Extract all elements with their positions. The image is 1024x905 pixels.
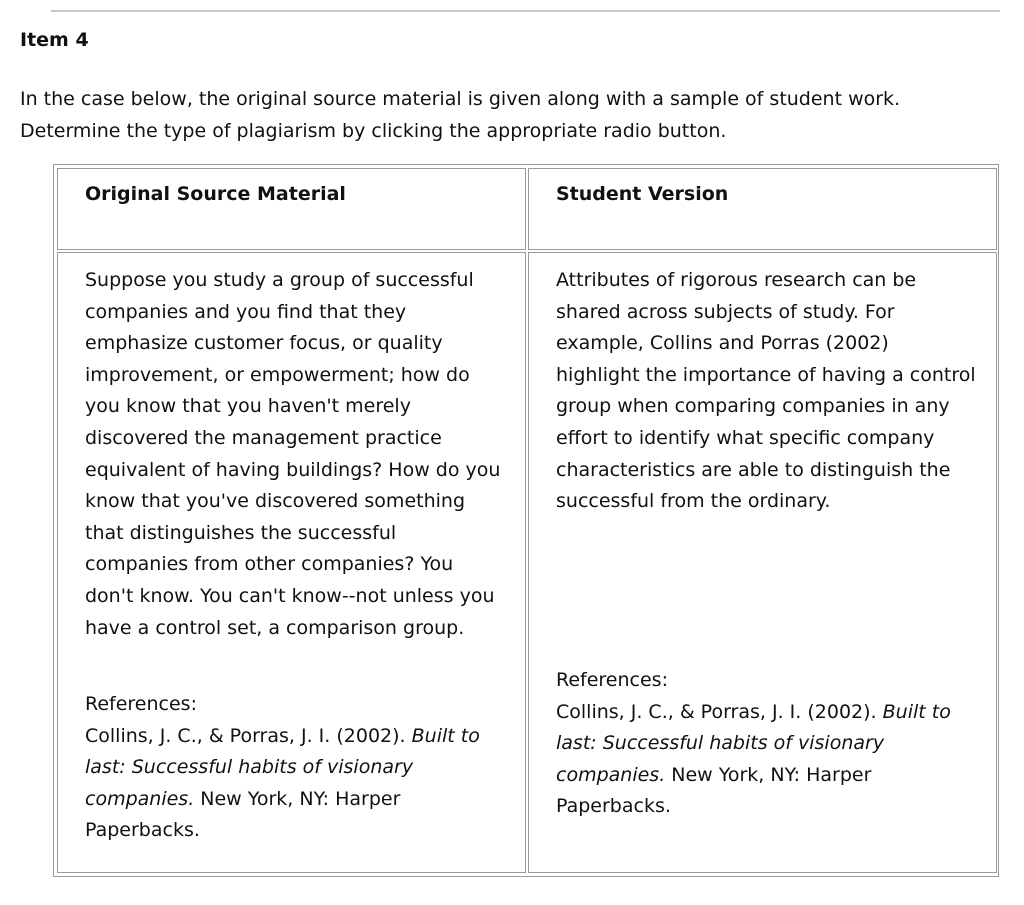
original-source-header: Original Source Material [85,183,346,205]
reference-book-title: Built to last: Successful habits of visionary companies. [556,700,951,786]
reference-publisher: New York, NY: Harper Paperbacks. [556,763,872,818]
student-version-header: Student Version [556,183,729,205]
student-version-text: Attributes of rigorous research can be shared across subjects of study. For example, Collins and Porras (2002) highlight the importance of having a control group when comparing companies in any effort to identify what specific company characteristics are able to distinguish the successful from the ordinary. [556,269,976,513]
reference-book-title: Built to last: Successful habits of visionary companies. [85,724,480,810]
references-label: References: [556,669,668,691]
reference-citation [85,721,505,847]
original-header-cell [57,168,526,250]
reference-citation [556,697,976,823]
comparison-table [53,164,999,877]
original-source-text: Suppose you study a group of successful companies and you find that they emphasize customer focus, or quality improvement, or empowerment; how do you know that you haven't merely discovered the management practice equivalent of having buildings? How do you know that you've discovered something that distinguishes the successful companies from other companies? You don't know. You can't know--not unless you have a control set, a comparison group. [85,269,501,639]
student-header-cell [528,168,997,250]
reference-authors: Collins, J. C., & Porras, J. I. (2002). [85,724,406,747]
original-references [85,689,505,847]
item-title: Item 4 [20,29,89,51]
top-divider [51,10,1000,12]
reference-authors: Collins, J. C., & Porras, J. I. (2002). [556,700,877,723]
original-source-cell [57,252,526,873]
student-version-cell [528,252,997,873]
student-references [556,665,976,823]
references-label: References: [85,693,197,715]
reference-publisher: New York, NY: Harper Paperbacks. [85,787,401,842]
instructions-text: In the case below, the original source material is given along with a sample of student work. Determine the type of plagiarism by clicking the appropriate radio button. [20,88,901,142]
